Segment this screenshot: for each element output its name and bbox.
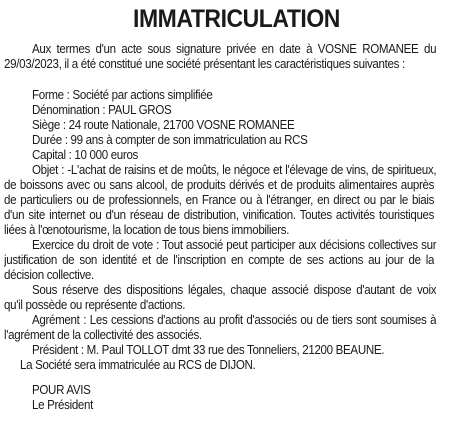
notice-line: Forme : Société par actions simplifiée — [32, 88, 213, 102]
notice-line: liées à l'œnotourisme, la location de tous biens immobiliers. — [4, 223, 290, 237]
signature-line: POUR AVIS — [32, 383, 91, 397]
notice-line: Président : M. Paul TOLLOT dmt 33 rue des Tonneliers, 21200 BEAUNE. — [32, 343, 385, 357]
notice-line: Objet : -L'achat de raisins et de moûts, le négoce et l'élevage de vins, de spiritueux, — [32, 163, 437, 177]
notice-line: Siège : 24 route Nationale, 21700 VOSNE ROMANEE — [32, 118, 295, 132]
notice-line: de particuliers ou de professionnels, en France ou à l'étranger, en direct ou par le biais — [4, 193, 435, 207]
notice-line: décision collective. — [4, 268, 94, 282]
notice-line: Durée : 99 ans à compter de son immatriculation au RCS — [32, 133, 308, 147]
notice-line: d'un site internet ou d'un réseau de distribution, vinification. Toutes activités touristiques — [4, 208, 435, 222]
notice-line: Dénomination : PAUL GROS — [32, 103, 172, 117]
notice-title: IMMATRICULATION — [133, 5, 340, 33]
notice-line: de boissons avec ou sans alcool, de produits dérivés et de produits alimentaires auprès — [4, 178, 435, 192]
notice-line: justification de son identité et de l'inscription en compte de ses actions au jour de la — [4, 253, 435, 267]
signature-line: Le Président — [32, 398, 94, 412]
notice-line: Capital : 10 000 euros — [32, 148, 139, 162]
notice-line: l'agrément de la collectivité des associés. — [4, 328, 202, 342]
notice-line: Agrément : Les cessions d'actions au profit d'associés ou de tiers sont soumises à — [32, 313, 437, 327]
notice-line: Sous réserve des dispositions légales, chaque associé dispose d'autant de voix — [32, 283, 437, 297]
notice-line: 29/03/2023, il a été constitué une société présentant les caractéristiques suivantes : — [4, 57, 405, 71]
notice-line: qu'il possède ou représente d'actions. — [4, 298, 186, 312]
notice-line: Exercice du droit de vote : Tout associé peut participer aux décisions collectives sur — [32, 238, 437, 252]
notice-line: La Société sera immatriculée au RCS de DIJON. — [20, 358, 256, 372]
notice-line: Aux termes d'un acte sous signature privée en date à VOSNE ROMANEE du — [32, 42, 437, 56]
